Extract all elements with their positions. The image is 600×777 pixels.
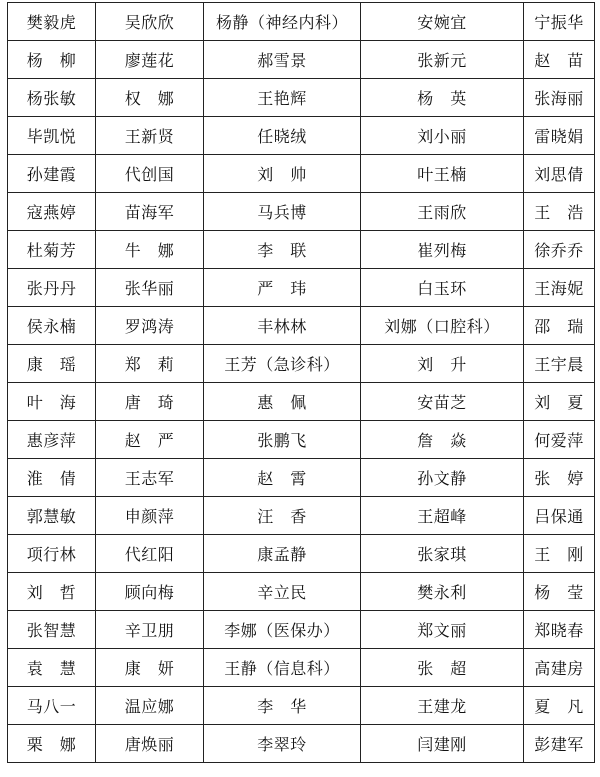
name-cell: 申颜萍 — [96, 497, 204, 535]
name-cell: 王 刚 — [524, 535, 595, 573]
name-cell: 项行林 — [8, 535, 96, 573]
name-cell: 樊毅虎 — [8, 3, 96, 41]
name-cell: 安婉宜 — [361, 3, 524, 41]
name-cell: 夏 凡 — [524, 687, 595, 725]
name-cell: 孙文静 — [361, 459, 524, 497]
name-cell: 代红阳 — [96, 535, 204, 573]
name-cell: 刘 哲 — [8, 573, 96, 611]
name-cell: 刘思倩 — [524, 155, 595, 193]
name-cell: 张鹏飞 — [204, 421, 361, 459]
name-cell: 李翠玲 — [204, 725, 361, 763]
name-cell: 孙建霞 — [8, 155, 96, 193]
name-cell: 康 瑶 — [8, 345, 96, 383]
name-cell: 代创国 — [96, 155, 204, 193]
name-cell: 赵 霄 — [204, 459, 361, 497]
name-cell: 侯永楠 — [8, 307, 96, 345]
name-cell: 寇燕婷 — [8, 193, 96, 231]
name-cell: 杨静（神经内科） — [204, 3, 361, 41]
name-cell: 唐焕丽 — [96, 725, 204, 763]
table-row — [8, 611, 595, 649]
name-cell: 崔列梅 — [361, 231, 524, 269]
name-cell: 刘小丽 — [361, 117, 524, 155]
table-row — [8, 421, 595, 459]
name-cell: 张丹丹 — [8, 269, 96, 307]
name-cell: 杜菊芳 — [8, 231, 96, 269]
table-row — [8, 155, 595, 193]
name-cell: 郑文丽 — [361, 611, 524, 649]
name-cell: 袁 慧 — [8, 649, 96, 687]
name-cell: 张华丽 — [96, 269, 204, 307]
table-row — [8, 41, 595, 79]
name-cell: 栗 娜 — [8, 725, 96, 763]
name-cell: 赵 严 — [96, 421, 204, 459]
name-cell: 严 玮 — [204, 269, 361, 307]
name-cell: 闫建刚 — [361, 725, 524, 763]
name-cell: 刘 升 — [361, 345, 524, 383]
name-cell: 张海丽 — [524, 79, 595, 117]
name-cell: 王静（信息科） — [204, 649, 361, 687]
name-cell: 汪 香 — [204, 497, 361, 535]
name-cell: 王芳（急诊科） — [204, 345, 361, 383]
name-cell: 王志军 — [96, 459, 204, 497]
name-cell: 牛 娜 — [96, 231, 204, 269]
name-cell: 丰林林 — [204, 307, 361, 345]
name-cell: 赵 苗 — [524, 41, 595, 79]
name-cell: 康 妍 — [96, 649, 204, 687]
table-row — [8, 3, 595, 41]
name-cell: 詹 焱 — [361, 421, 524, 459]
name-cell: 吴欣欣 — [96, 3, 204, 41]
name-roster-table — [7, 2, 595, 763]
table-row — [8, 231, 595, 269]
name-cell: 淮 倩 — [8, 459, 96, 497]
name-cell: 张智慧 — [8, 611, 96, 649]
name-cell: 郑晓春 — [524, 611, 595, 649]
name-cell: 郝雪景 — [204, 41, 361, 79]
table-row — [8, 383, 595, 421]
name-cell: 白玉环 — [361, 269, 524, 307]
table-row — [8, 649, 595, 687]
name-cell: 郑 莉 — [96, 345, 204, 383]
table-row — [8, 687, 595, 725]
name-cell: 吕保通 — [524, 497, 595, 535]
name-cell: 罗鸿涛 — [96, 307, 204, 345]
name-cell: 郭慧敏 — [8, 497, 96, 535]
name-cell: 叶王楠 — [361, 155, 524, 193]
name-cell: 杨 英 — [361, 79, 524, 117]
name-cell: 辛卫朋 — [96, 611, 204, 649]
table-row — [8, 573, 595, 611]
table-row — [8, 79, 595, 117]
name-cell: 杨 柳 — [8, 41, 96, 79]
name-cell: 顾向梅 — [96, 573, 204, 611]
name-cell: 任晓绒 — [204, 117, 361, 155]
name-cell: 王海妮 — [524, 269, 595, 307]
name-cell: 惠彦萍 — [8, 421, 96, 459]
name-cell: 叶 海 — [8, 383, 96, 421]
name-cell: 高建房 — [524, 649, 595, 687]
table-row — [8, 459, 595, 497]
name-cell: 权 娜 — [96, 79, 204, 117]
name-cell: 毕凯悦 — [8, 117, 96, 155]
name-cell: 惠 佩 — [204, 383, 361, 421]
name-roster-body — [8, 3, 595, 763]
table-row — [8, 497, 595, 535]
name-cell: 何爱萍 — [524, 421, 595, 459]
name-cell: 徐乔乔 — [524, 231, 595, 269]
name-cell: 王艳辉 — [204, 79, 361, 117]
table-row — [8, 269, 595, 307]
table-row — [8, 193, 595, 231]
name-cell: 王 浩 — [524, 193, 595, 231]
name-cell: 李 华 — [204, 687, 361, 725]
name-cell: 辛立民 — [204, 573, 361, 611]
name-cell: 王新贤 — [96, 117, 204, 155]
name-cell: 刘娜（口腔科） — [361, 307, 524, 345]
name-cell: 张家琪 — [361, 535, 524, 573]
table-row — [8, 307, 595, 345]
name-cell: 杨张敏 — [8, 79, 96, 117]
table-row — [8, 725, 595, 763]
name-cell: 安苗芝 — [361, 383, 524, 421]
name-cell: 廖莲花 — [96, 41, 204, 79]
name-cell: 刘 夏 — [524, 383, 595, 421]
name-cell: 彭建军 — [524, 725, 595, 763]
name-cell: 刘 帅 — [204, 155, 361, 193]
name-cell: 宁振华 — [524, 3, 595, 41]
name-cell: 杨 莹 — [524, 573, 595, 611]
name-cell: 唐 琦 — [96, 383, 204, 421]
name-cell: 樊永利 — [361, 573, 524, 611]
name-cell: 张新元 — [361, 41, 524, 79]
name-cell: 李娜（医保办） — [204, 611, 361, 649]
name-cell: 张 超 — [361, 649, 524, 687]
table-row — [8, 345, 595, 383]
name-cell: 温应娜 — [96, 687, 204, 725]
name-cell: 王宇晨 — [524, 345, 595, 383]
name-cell: 邵 瑞 — [524, 307, 595, 345]
name-cell: 雷晓娟 — [524, 117, 595, 155]
name-cell: 马八一 — [8, 687, 96, 725]
name-cell: 张 婷 — [524, 459, 595, 497]
name-cell: 苗海军 — [96, 193, 204, 231]
name-cell: 李 联 — [204, 231, 361, 269]
name-cell: 王超峰 — [361, 497, 524, 535]
name-cell: 马兵博 — [204, 193, 361, 231]
table-row — [8, 117, 595, 155]
name-cell: 王雨欣 — [361, 193, 524, 231]
name-cell: 王建龙 — [361, 687, 524, 725]
name-cell: 康孟静 — [204, 535, 361, 573]
table-row — [8, 535, 595, 573]
